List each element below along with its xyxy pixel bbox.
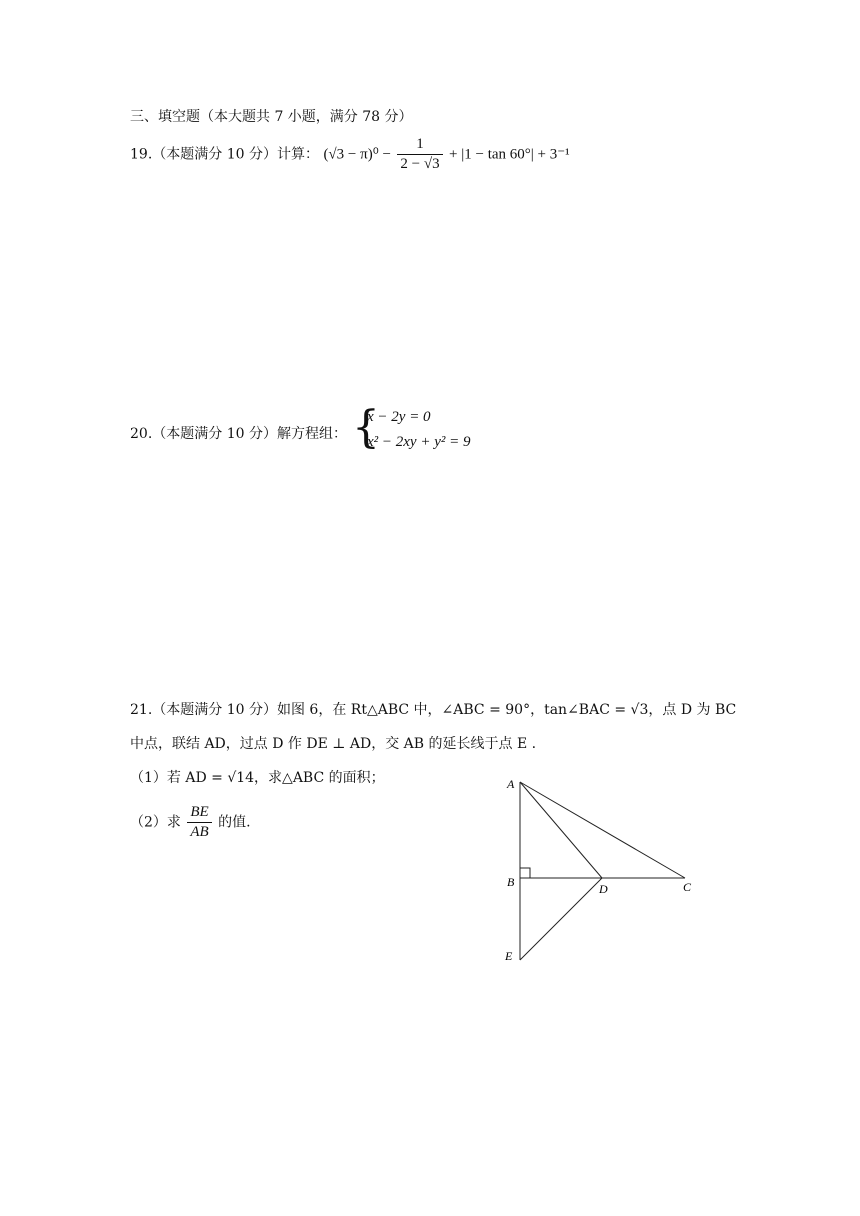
segment-AD	[520, 782, 602, 878]
q21-subquestion-2	[130, 804, 251, 841]
right-angle-mark	[520, 868, 530, 878]
label-E: E	[505, 949, 513, 963]
label-B: B	[507, 875, 515, 889]
segment-DE	[520, 878, 602, 960]
q20-equation-1: x − 2y = 0	[367, 409, 431, 425]
triangle-figure	[495, 770, 705, 970]
q20-equation-2: x² − 2xy + y² = 9	[367, 434, 471, 450]
be-ab-fraction	[187, 804, 211, 841]
q21-sub2-prefix: （2）求	[130, 814, 181, 831]
q21-line-1: 21.（本题满分 10 分）如图 6，在 Rt△ABC 中，∠ABC = 90°，tan∠BAC = √3，点 D 为 BC	[130, 702, 737, 718]
segment-AC	[520, 782, 685, 878]
question-19	[130, 136, 570, 173]
label-D: D	[599, 882, 608, 896]
q19-fraction	[397, 136, 442, 173]
be-ab-numerator: BE	[187, 804, 211, 823]
label-A: A	[507, 777, 515, 791]
label-C: C	[683, 880, 692, 894]
q19-expr-part2: + |1 − tan 60°| + 3⁻¹	[449, 146, 570, 163]
q19-frac-numerator: 1	[397, 136, 442, 155]
q20-prefix: 20.（本题满分 10 分）解方程组：	[130, 426, 347, 442]
section-heading: 三、填空题（本大题共 7 小题，满分 78 分）	[130, 109, 413, 125]
q21-sub2-suffix: 的值.	[218, 814, 251, 831]
q19-frac-denominator: 2 − √3	[400, 156, 440, 172]
q19-expr-part1: (√3 − π)⁰ −	[323, 146, 391, 163]
q19-prefix: 19.（本题满分 10 分）计算：	[130, 146, 319, 163]
be-ab-denominator: AB	[190, 824, 209, 840]
q21-subquestion-1: （1）若 AD = √14，求△ABC 的面积；	[130, 770, 385, 786]
system-brace: {	[352, 402, 380, 453]
q21-line-2: 中点，联结 AD，过点 D 作 DE ⊥ AD，交 AB 的延长线于点 E .	[130, 736, 537, 752]
